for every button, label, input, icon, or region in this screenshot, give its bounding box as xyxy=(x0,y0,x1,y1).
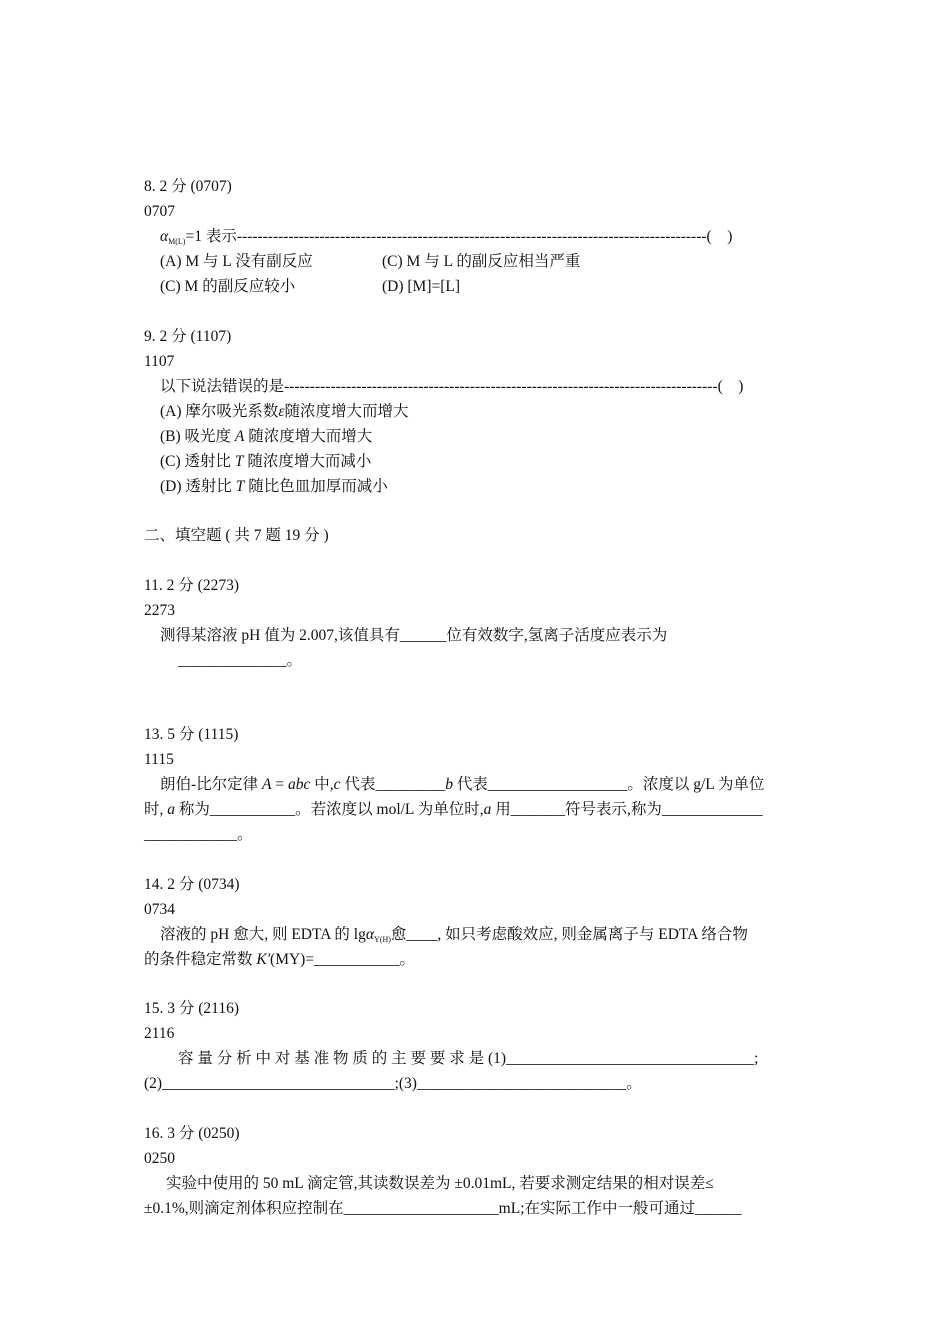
option-c-text: (C) 透射比 xyxy=(160,453,235,470)
question-16-line-2: ±0.1%,则滴定剂体积应控制在____________________mL;在实际工作中一般可通过______ xyxy=(144,1200,742,1217)
question-14-code: 0734 xyxy=(144,901,175,918)
question-11-header: 11. 2 分 (2273) xyxy=(144,577,239,594)
text-span: (MY)=___________。 xyxy=(270,951,415,968)
transmittance-symbol: T xyxy=(234,453,244,470)
question-14-line-2 xyxy=(144,950,415,970)
alpha-subscript: Y(H) xyxy=(374,935,391,944)
question-9-stem: 以下说法错误的是------------------------------------------------------------------------------------( ) xyxy=(160,378,744,395)
absorbance-symbol: A xyxy=(234,428,245,445)
question-11-line-2: ______________。 xyxy=(178,652,303,669)
alpha-symbol: α xyxy=(365,926,374,943)
question-11-line-1: 测得某溶液 pH 值为 2.007,该值具有______位有效数字,氢离子活度应表示为 xyxy=(160,627,668,644)
option-a-text: (A) 摩尔吸光系数 xyxy=(160,403,279,420)
question-8-option-c-second: (C) M 的副反应较小 xyxy=(160,278,296,295)
question-9-code: 1107 xyxy=(144,353,175,370)
symbol-K: K' xyxy=(256,951,271,968)
alpha-subscript: M(L) xyxy=(168,237,186,246)
question-9-option-d xyxy=(160,477,388,497)
question-9-option-c xyxy=(160,452,371,472)
question-9-option-b xyxy=(160,427,372,447)
question-9-option-a xyxy=(160,402,409,422)
question-13-code: 1115 xyxy=(144,751,174,768)
question-8-header: 8. 2 分 (0707) xyxy=(144,178,232,195)
text-span: 愈____, 如只考虑酸效应, 则金属离子与 EDTA 络合物 xyxy=(390,926,748,943)
option-d-text: (D) 透射比 xyxy=(160,478,236,495)
question-9-header: 9. 2 分 (1107) xyxy=(144,328,232,345)
question-8-code: 0707 xyxy=(144,203,175,220)
question-16-header: 16. 3 分 (0250) xyxy=(144,1125,240,1142)
symbol-a: a xyxy=(167,801,176,818)
option-b-text-end: 随浓度增大而增大 xyxy=(244,428,373,445)
epsilon-symbol: ε xyxy=(278,403,285,420)
text-span: 代表_________ xyxy=(340,776,446,793)
text-span: = xyxy=(271,776,289,793)
question-11-code: 2273 xyxy=(144,602,175,619)
alpha-symbol: α xyxy=(160,228,169,245)
symbol-b: b xyxy=(445,776,453,793)
question-15-header: 15. 3 分 (2116) xyxy=(144,1000,239,1017)
question-8-stem-text: =1 表示-------------------------------------------------------------------------------------------( ) xyxy=(185,228,733,245)
question-14-header: 14. 2 分 (0734) xyxy=(144,876,240,893)
text-span: 溶液的 pH 愈大, 则 EDTA 的 lg xyxy=(160,926,366,943)
section-2-title: 二、填空题 ( 共 7 题 19 分 ) xyxy=(144,527,329,544)
question-15-line-1: 容 量 分 析 中 对 基 准 物 质 的 主 要 要 求 是 (1)________________________________; xyxy=(178,1050,759,1067)
question-13-line-1 xyxy=(160,775,765,795)
question-8-option-a: (A) M 与 L 没有副反应 xyxy=(160,253,313,270)
text-span: 朗伯-比尔定律 xyxy=(160,776,263,793)
option-a-text-end: 随浓度增大而增大 xyxy=(284,403,409,420)
option-c-text-end: 随浓度增大而减小 xyxy=(243,453,372,470)
transmittance-symbol: T xyxy=(235,478,245,495)
text-span: 的条件稳定常数 xyxy=(144,951,257,968)
symbol-a: a xyxy=(483,801,492,818)
option-d-text-end: 随比色皿加厚而减小 xyxy=(244,478,388,495)
question-13-line-3: ____________。 xyxy=(144,826,253,843)
question-8-option-c: (C) M 与 L 的副反应相当严重 xyxy=(382,253,581,270)
question-13-line-2 xyxy=(144,800,763,820)
question-8-stem xyxy=(160,227,732,252)
symbol-abc: abc xyxy=(288,776,311,793)
question-15-line-2: (2)______________________________;(3)___________________________。 xyxy=(144,1075,642,1092)
question-13-header: 13. 5 分 (1115) xyxy=(144,726,239,743)
question-14-line-1 xyxy=(160,925,748,950)
text-span: 称为___________。若浓度以 mol/L 为单位时, xyxy=(175,801,484,818)
symbol-c: c xyxy=(333,776,341,793)
symbol-A: A xyxy=(262,776,272,793)
question-8-option-d: (D) [M]=[L] xyxy=(382,278,461,295)
question-16-line-1: 实验中使用的 50 mL 滴定管,其读数误差为 ±0.01mL, 若要求测定结果的相对误差≤ xyxy=(166,1175,714,1192)
question-15-code: 2116 xyxy=(144,1025,175,1042)
question-16-code: 0250 xyxy=(144,1150,175,1167)
text-span: 代表__________________。浓度以 g/L 为单位 xyxy=(452,776,765,793)
option-b-text: (B) 吸光度 xyxy=(160,428,235,445)
text-span: 中, xyxy=(310,776,334,793)
text-span: 用_______符号表示,称为_____________ xyxy=(491,801,763,818)
text-span: 时, xyxy=(144,801,168,818)
